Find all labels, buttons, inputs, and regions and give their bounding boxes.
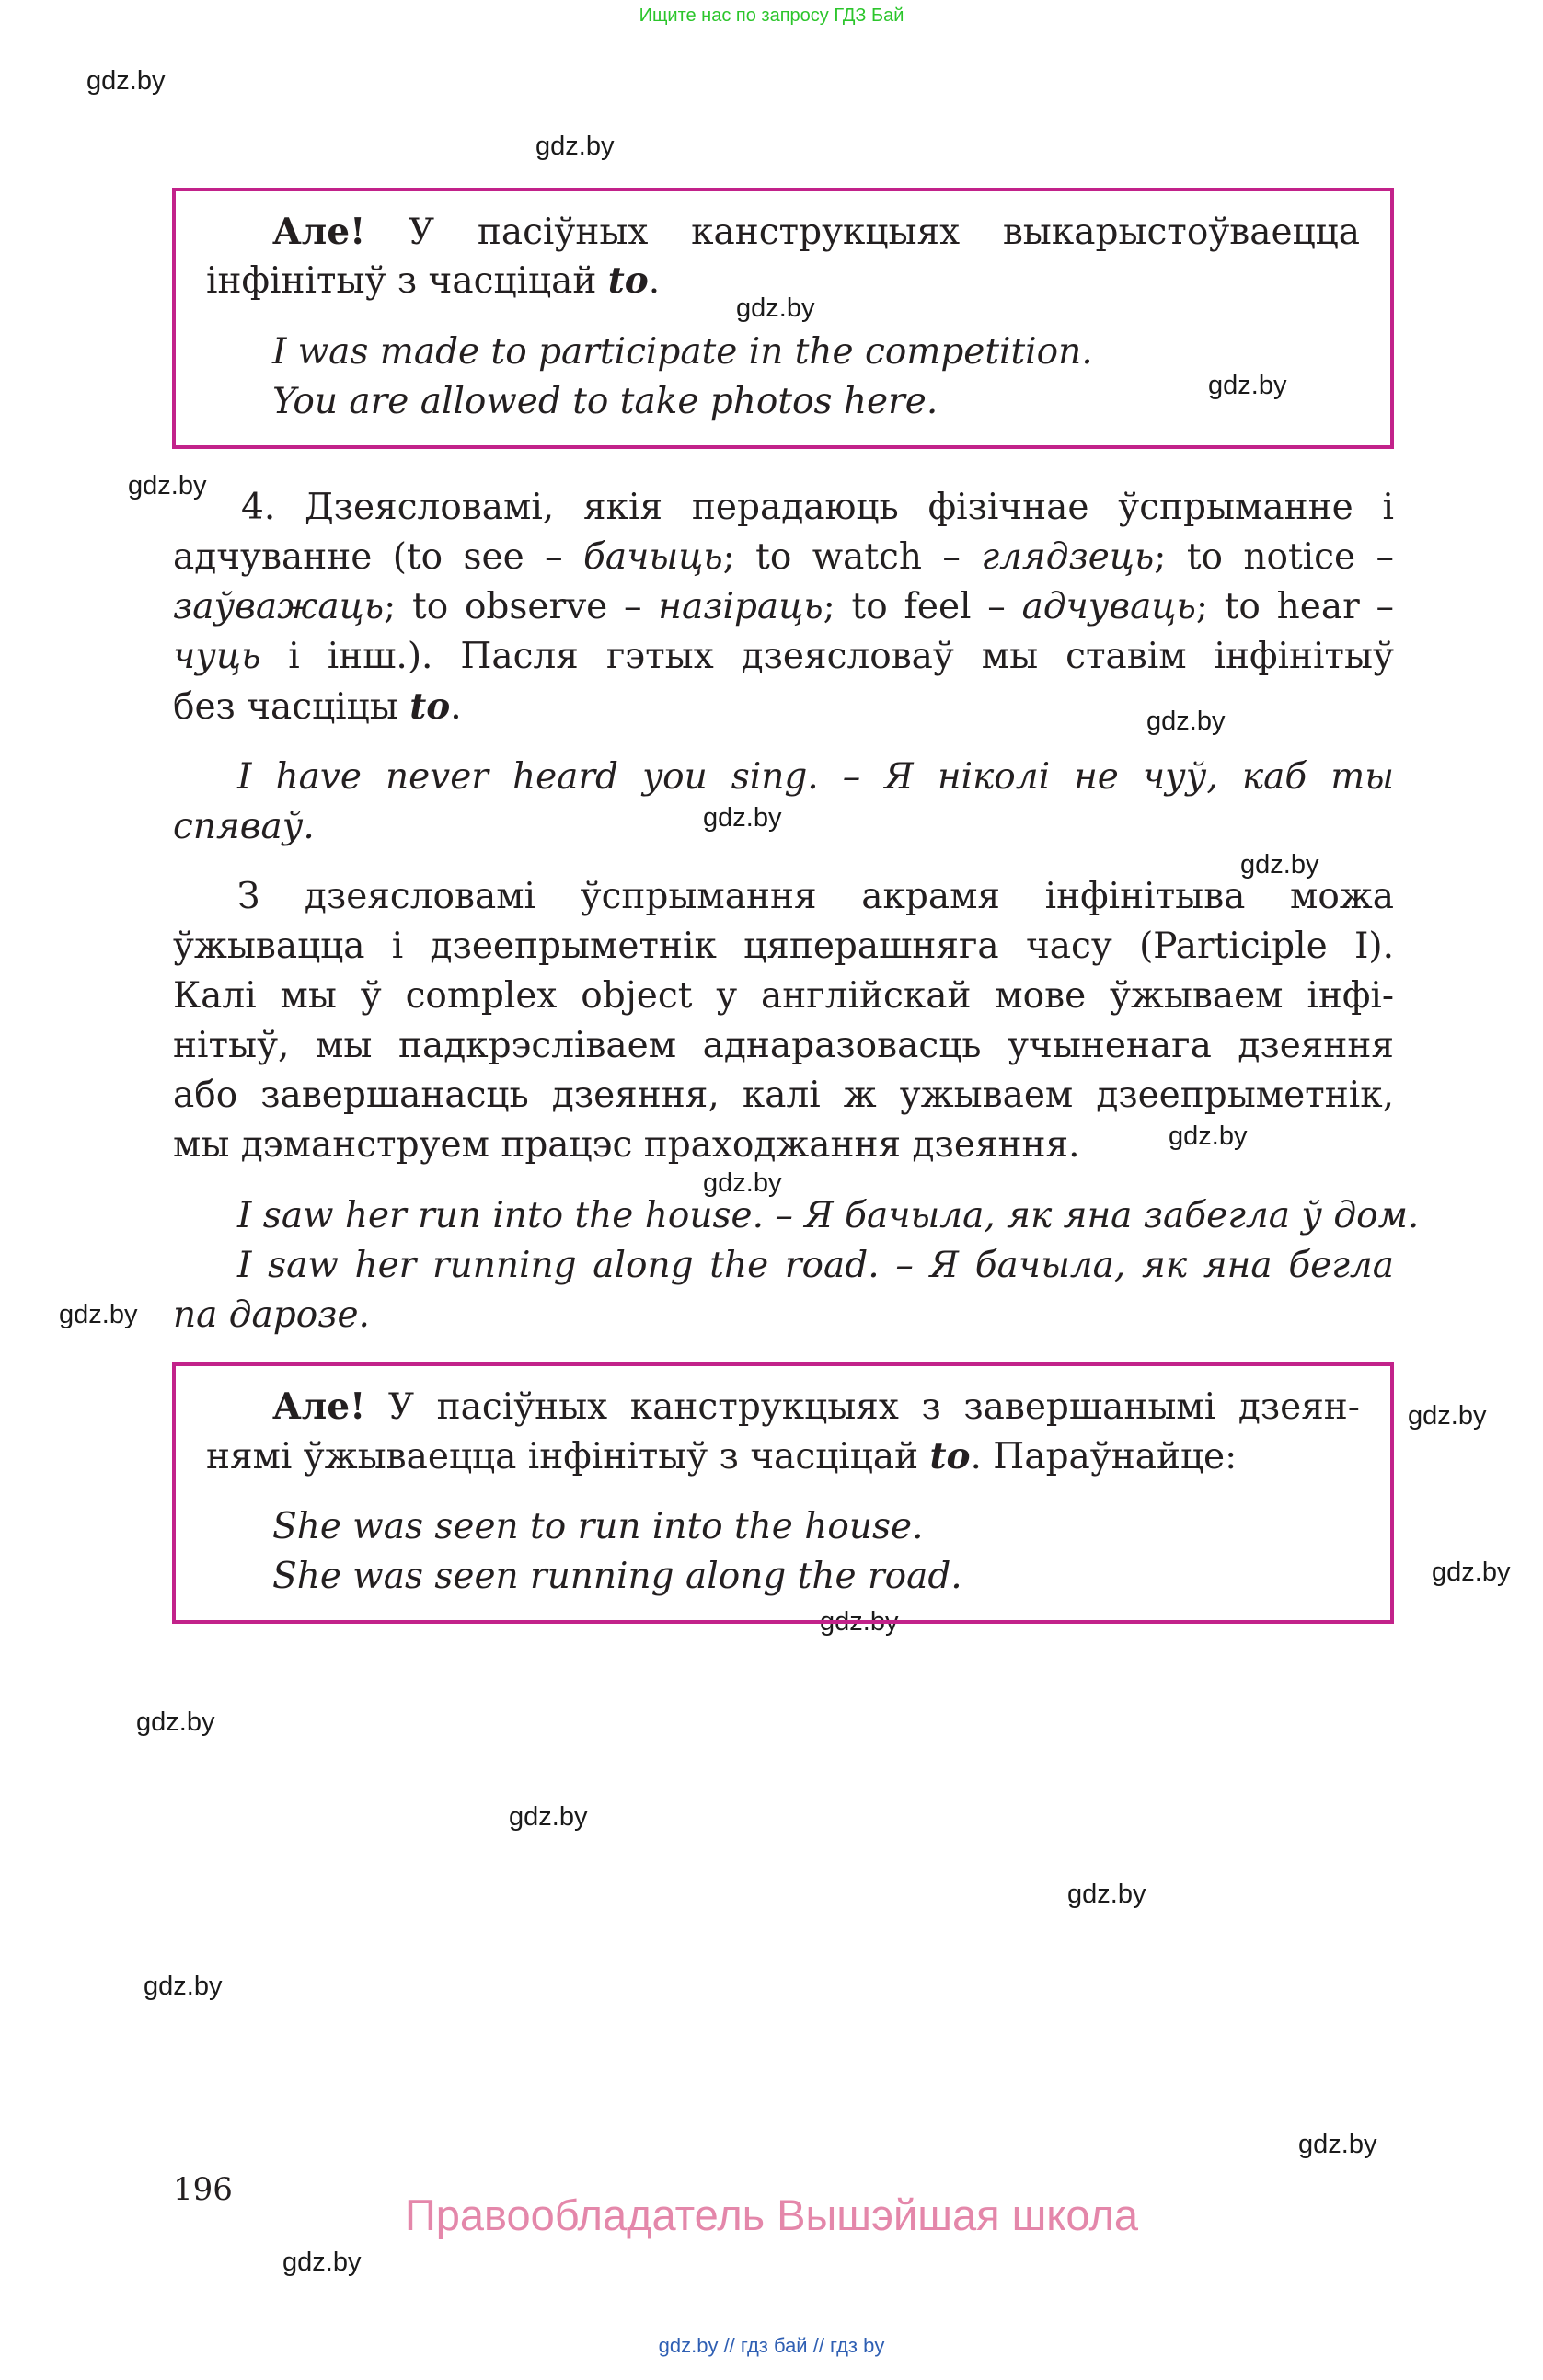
text: і інш.). Пасля гэтых дзеясловаў мы ставім інфінітыў (288, 636, 1394, 677)
paragraph-line: Калі мы ў complex object у англійскай мове ўжываем інфі- (173, 975, 1394, 1017)
watermark: gdz.by (1298, 2130, 1377, 2159)
to-particle: to (409, 685, 451, 728)
example-sentence: I saw her run into the house. – Я бачыла, як яна забегла ў дом. (237, 1195, 1420, 1236)
paragraph-line: мы дэманструем працэс праходжання дзеяння. (173, 1124, 1080, 1166)
note-text: . Параўнайце: (970, 1436, 1238, 1477)
watermark: gdz.by (703, 803, 782, 833)
watermark: gdz.by (1408, 1401, 1487, 1431)
note-text: інфінітыў з часціцай (206, 260, 597, 302)
watermark: gdz.by (703, 1168, 782, 1198)
translation: назіраць (658, 586, 823, 627)
section-4-line-1: 4. Дзеясловамі, якія перадаюць фізічнае ўспрыманне і (241, 487, 1394, 528)
note-text: У пасіўных канструкцыях з завершанымі дзеян- (387, 1386, 1360, 1428)
watermark: gdz.by (1240, 850, 1319, 880)
page-number: 196 (173, 2171, 233, 2208)
copyright-owner: Правообладатель Вышэйшая школа (404, 2190, 1139, 2239)
section-4-line-3 (173, 582, 1394, 632)
watermark: gdz.by (1432, 1558, 1511, 1587)
text: ; to hear – (1195, 586, 1394, 627)
paragraph-line: З дзеясловамі ўспрымання акрамя інфінітыва можа (237, 876, 1394, 917)
text: адчуванне (to see – (173, 536, 563, 578)
example-sentence: спяваў. (173, 806, 315, 847)
note-box-2-line-2 (206, 1431, 1237, 1482)
section-4-line-2 (173, 533, 1394, 582)
note-box-1-line-1 (272, 207, 1360, 258)
text: ; to feel – (823, 586, 1006, 627)
punctuation: . (450, 686, 462, 728)
watermark: gdz.by (1208, 371, 1287, 400)
example-sentence: You are allowed to take photos here. (272, 381, 938, 422)
paragraph-line: нітыў, мы падкрэсліваем аднаразовасць учыненага дзеяння (173, 1025, 1394, 1066)
note-box-1-line-2 (206, 256, 660, 306)
text: ; to observe – (384, 586, 642, 627)
example-sentence: I was made to participate in the competition. (272, 331, 1093, 373)
watermark: gdz.by (128, 471, 207, 500)
watermark: gdz.by (1146, 707, 1226, 736)
note-box-2-line-1 (272, 1382, 1360, 1432)
paragraph-line: або завершанасць дзеяння, калі ж ужываем дзеепрыметнік, (173, 1075, 1394, 1116)
watermark: gdz.by (144, 1972, 223, 2001)
watermark: gdz.by (535, 132, 615, 161)
watermark: gdz.by (1169, 1121, 1248, 1151)
translation: бачыць (583, 536, 723, 578)
note-text: нямі ўжываецца інфінітыў з часціцай (206, 1436, 919, 1477)
text: без часціцы (173, 686, 398, 728)
note-ale: Але! (272, 211, 366, 253)
translation: чуць (173, 636, 261, 677)
translation: глядзець (981, 536, 1155, 578)
example-sentence: па дарозе. (173, 1294, 370, 1336)
watermark: gdz.by (86, 66, 166, 96)
watermark: gdz.by (136, 1707, 215, 1737)
to-particle: to (607, 259, 649, 302)
watermark: gdz.by (59, 1300, 138, 1329)
watermark: gdz.by (820, 1607, 899, 1637)
example-sentence: She was seen to run into the house. (272, 1506, 924, 1547)
translation: адчуваць (1021, 586, 1196, 627)
watermark: gdz.by (736, 293, 815, 323)
note-text: У пасіўных канструкцыях выкарыстоўваецца (408, 212, 1360, 253)
top-banner: Ищите нас по запросу ГДЗ Бай (639, 6, 904, 26)
example-sentence: She was seen running along the road. (272, 1556, 962, 1597)
note-ale: Але! (272, 1385, 366, 1428)
text: ; to notice – (1154, 536, 1394, 578)
bottom-links[interactable]: gdz.by // гдз бай // гдз by (658, 2334, 885, 2357)
paragraph-line: ўжывацца і дзеепрыметнік цяперашняга часу (Participle I). (173, 926, 1394, 967)
section-4-line-4 (173, 632, 1394, 682)
watermark: gdz.by (1067, 1880, 1146, 1909)
to-particle: to (929, 1435, 971, 1477)
example-sentence: I have never heard you sing. – Я ніколі не чуў, каб ты (237, 756, 1394, 798)
text: ; to watch – (722, 536, 961, 578)
translation: заўважаць (173, 586, 385, 627)
section-4-line-5 (173, 682, 462, 732)
punctuation: . (648, 260, 661, 302)
example-sentence: I saw her running along the road. – Я бачыла, як яна бегла (237, 1245, 1394, 1286)
watermark: gdz.by (282, 2248, 362, 2277)
watermark: gdz.by (509, 1802, 588, 1832)
